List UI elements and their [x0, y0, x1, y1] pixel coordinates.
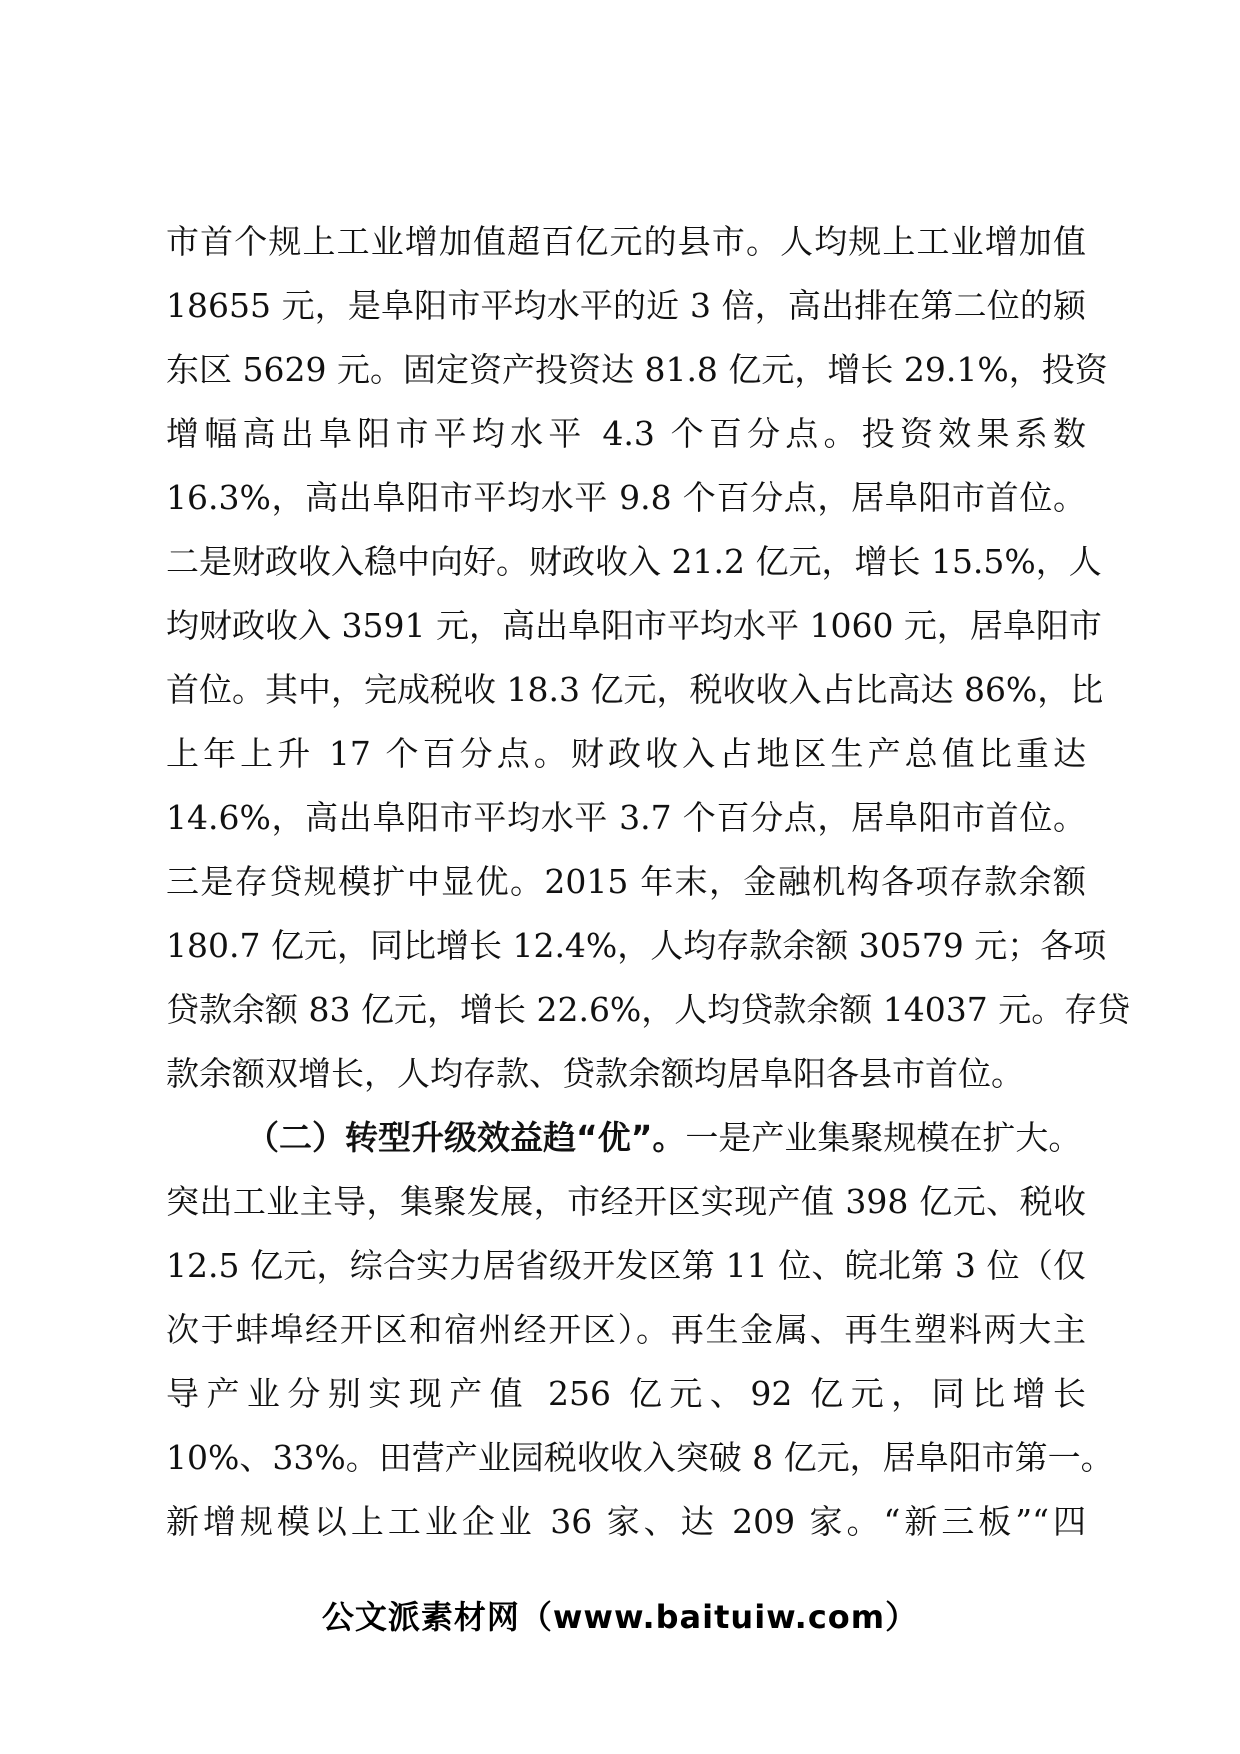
section-heading: （二）转型升级效益趋“优”。 [246, 1118, 686, 1157]
text-line: 二是财政收入稳中向好。财政收入 21.2 亿元，增长 15.5%，人 [166, 542, 1102, 581]
text-line: 市首个规上工业增加值超百亿元的县市。人均规上工业增加值 [166, 222, 1086, 261]
text-line: 180.7 亿元，同比增长 12.4%，人均存款余额 30579 元；各项 [166, 926, 1107, 965]
footer-source: 公文派素材网（www.baituiw.com） [321, 1598, 919, 1636]
text-line: 东区 5629 元。固定资产投资达 81.8 亿元，增长 29.1%，投资 [166, 350, 1108, 389]
section-heading-rest: 一是产业集聚规模在扩大。 [685, 1118, 1082, 1157]
text-line: 贷款余额 83 亿元，增长 22.6%，人均贷款余额 14037 元。存贷 [166, 990, 1131, 1029]
text-line: 突出工业主导，集聚发展，市经开区实现产值 398 亿元、税收 [166, 1182, 1086, 1221]
text-line: 新增规模以上工业企业 36 家、达 209 家。“新三板”“四 [166, 1502, 1086, 1541]
text-line: 款余额双增长，人均存款、贷款余额均居阜阳各县市首位。 [166, 1054, 1024, 1093]
text-line: 10%、33%。田营产业园税收收入突破 8 亿元，居阜阳市第一。 [166, 1438, 1114, 1477]
text-line: 增幅高出阜阳市平均水平 4.3 个百分点。投资效果系数 [166, 414, 1086, 453]
text-line: 首位。其中，完成税收 18.3 亿元，税收收入占比高达 86%，比 [166, 670, 1104, 709]
text-line: 16.3%，高出阜阳市平均水平 9.8 个百分点，居阜阳市首位。 [166, 478, 1086, 517]
text-line: 次于蚌埠经开区和宿州经开区）。再生金属、再生塑料两大主 [166, 1310, 1086, 1349]
text-line: 18655 元，是阜阳市平均水平的近 3 倍，高出排在第二位的颍 [166, 286, 1086, 325]
text-line: 12.5 亿元，综合实力居省级开发区第 11 位、皖北第 3 位（仅 [166, 1246, 1086, 1285]
text-line: 均财政收入 3591 元，高出阜阳市平均水平 1060 元，居阜阳市 [166, 606, 1102, 645]
text-line: 导产业分别实现产值 256 亿元、92 亿元，同比增长 [166, 1374, 1086, 1413]
body-text [166, 210, 1131, 1554]
text-line: 14.6%，高出阜阳市平均水平 3.7 个百分点，居阜阳市首位。 [166, 798, 1086, 837]
section-heading-line [166, 1106, 1086, 1170]
text-line: 三是存贷规模扩中显优。2015 年末，金融机构各项存款余额 [166, 862, 1086, 901]
text-line: 上年上升 17 个百分点。财政收入占地区生产总值比重达 [166, 734, 1086, 773]
